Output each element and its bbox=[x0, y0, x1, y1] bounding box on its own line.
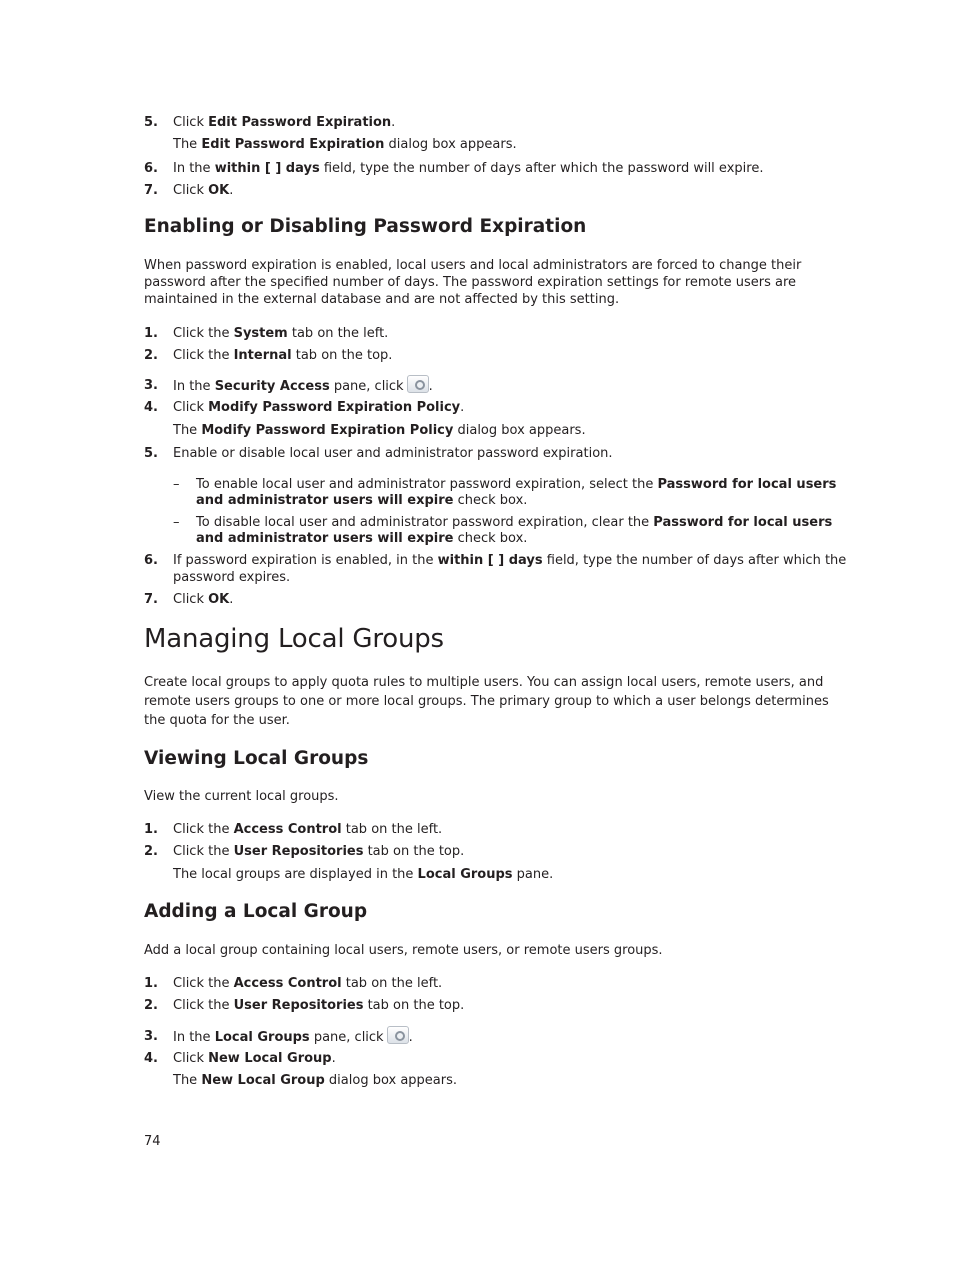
section-intro: View the current local groups. bbox=[144, 789, 339, 804]
step-number: 5. bbox=[144, 446, 158, 461]
step-text: Click Modify Password Expiration Policy. bbox=[173, 400, 465, 415]
section-heading-password-expiration: Enabling or Disabling Password Expiration bbox=[144, 216, 587, 237]
step-text: If password expiration is enabled, in the within [ ] days field, type the number of days after which the bbox=[173, 553, 847, 568]
step-text-continued: password expires. bbox=[173, 570, 291, 585]
step-number: 3. bbox=[144, 378, 158, 393]
step-text: Click New Local Group. bbox=[173, 1051, 336, 1066]
bullet-text: To enable local user and administrator password expiration, select the Password for local users bbox=[196, 477, 837, 492]
bullet-text: To disable local user and administrator password expiration, clear the Password for local users bbox=[196, 515, 833, 530]
section-intro: Add a local group containing local users, remote users, or remote users groups. bbox=[144, 943, 663, 958]
step-text: Enable or disable local user and administrator password expiration. bbox=[173, 446, 613, 461]
bullet-dash: – bbox=[173, 477, 180, 492]
chapter-intro-line: Create local groups to apply quota rules to multiple users. You can assign local users, remote users, and bbox=[144, 675, 824, 690]
bullet-text: and administrator users will expire check box. bbox=[196, 531, 528, 546]
section-heading-viewing-local-groups: Viewing Local Groups bbox=[144, 748, 369, 769]
section-heading-adding-local-group: Adding a Local Group bbox=[144, 901, 368, 922]
chapter-intro-line: the quota for the user. bbox=[144, 713, 290, 728]
step-text: In the Local Groups pane, click . bbox=[173, 1026, 413, 1047]
step-text: In the within [ ] days field, type the number of days after which the password will expire. bbox=[173, 161, 764, 176]
step-result: The local groups are displayed in the Local Groups pane. bbox=[173, 867, 554, 882]
step-text: In the Security Access pane, click . bbox=[173, 375, 433, 396]
step-number: 6. bbox=[144, 553, 158, 568]
step-number: 2. bbox=[144, 998, 158, 1013]
step-text: Click the Access Control tab on the left. bbox=[173, 976, 443, 991]
step-number: 5. bbox=[144, 115, 158, 130]
step-number: 4. bbox=[144, 400, 158, 415]
bullet-dash: – bbox=[173, 515, 180, 530]
step-number: 1. bbox=[144, 976, 158, 991]
step-text: Click OK. bbox=[173, 183, 234, 198]
step-number: 3. bbox=[144, 1029, 158, 1044]
step-result: The Modify Password Expiration Policy dialog box appears. bbox=[173, 423, 586, 438]
step-text: Click the Access Control tab on the left. bbox=[173, 822, 443, 837]
step-number: 2. bbox=[144, 348, 158, 363]
step-text: Click the User Repositories tab on the top. bbox=[173, 998, 465, 1013]
step-number: 2. bbox=[144, 844, 158, 859]
step-text: Click the Internal tab on the top. bbox=[173, 348, 393, 363]
step-number: 7. bbox=[144, 592, 158, 607]
step-number: 6. bbox=[144, 161, 158, 176]
gear-icon[interactable] bbox=[387, 1026, 409, 1044]
step-text: Click the System tab on the left. bbox=[173, 326, 389, 341]
step-result: The New Local Group dialog box appears. bbox=[173, 1073, 458, 1088]
chapter-heading-managing-local-groups: Managing Local Groups bbox=[144, 624, 444, 654]
step-text: Click Edit Password Expiration. bbox=[173, 115, 396, 130]
chapter-intro-line: remote users groups to one or more local groups. The primary group to which a user belongs determines bbox=[144, 694, 829, 709]
step-number: 7. bbox=[144, 183, 158, 198]
step-number: 1. bbox=[144, 326, 158, 341]
step-number: 1. bbox=[144, 822, 158, 837]
section-intro-line: maintained in the external database and are not affected by this setting. bbox=[144, 292, 620, 307]
step-number: 4. bbox=[144, 1051, 158, 1066]
step-result: The Edit Password Expiration dialog box appears. bbox=[173, 137, 517, 152]
page-number: 74 bbox=[144, 1134, 161, 1149]
section-intro-line: When password expiration is enabled, local users and local administrators are forced to change their bbox=[144, 258, 802, 273]
bullet-text: and administrator users will expire check box. bbox=[196, 493, 528, 508]
step-text: Click OK. bbox=[173, 592, 234, 607]
gear-icon[interactable] bbox=[407, 375, 429, 393]
step-text: Click the User Repositories tab on the top. bbox=[173, 844, 465, 859]
section-intro-line: password after the specified number of days. The password expiration settings for remote users are bbox=[144, 275, 797, 290]
